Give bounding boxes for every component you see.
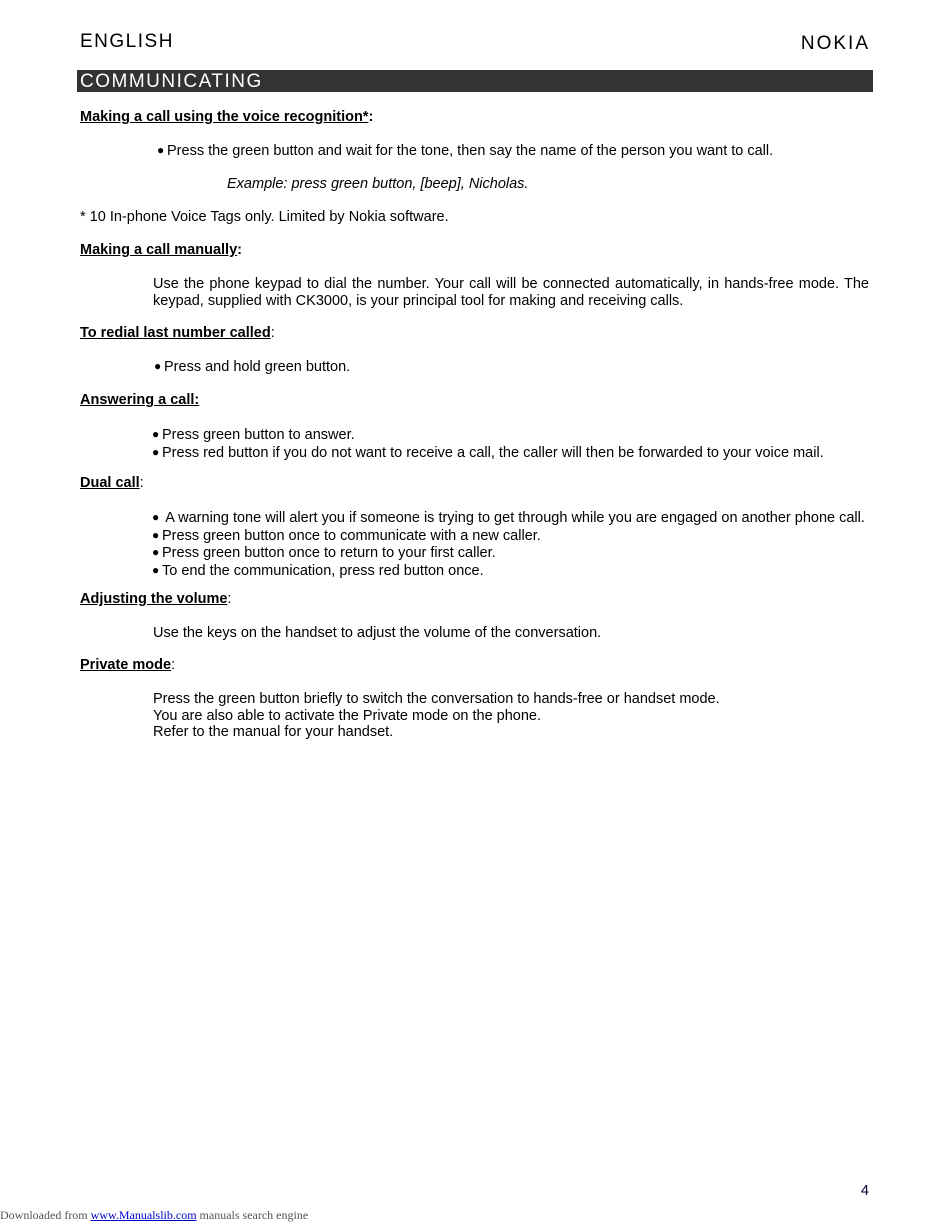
bullet-icon: ● [157, 143, 165, 157]
list-item: ● Press green button to answer. ● Press red button if you do not want to receive a call, the caller will then be forwarded to your voice mail. [152, 427, 824, 461]
bullet-icon: ● [152, 545, 160, 559]
list-item: ● Press and hold green button. [154, 359, 351, 375]
heading-volume: Adjusting the volume: [80, 591, 232, 607]
heading-answering: Answering a call: [80, 392, 200, 408]
heading-voice-recognition: Making a call using the voice recognition*: [80, 109, 374, 125]
heading-manual-call: Making a call manually: [80, 242, 242, 258]
manual-call-text: Use the phone keypad to dial the number. Your call will be connected automatically, in hands-free mode. The keypad, supplied with CK3000, is your principal tool for making and receiving calls. [153, 276, 869, 309]
bullet-icon: ● [152, 562, 160, 577]
private-mode-text: Press the green button briefly to switch the conversation to hands-free or handset mode. You are also able to activate the Private mode on the phone. Refer to the manual for your handset. [153, 691, 720, 740]
header-brand: NOKIA [800, 33, 870, 54]
list-item: ● Press the green button and wait for the tone, then say the name of the person you want to call. [157, 143, 774, 159]
list-item: ● A warning tone will alert you if someone is trying to get through while you are engaged on another phone call. ● Press green button once to communicate with a new caller. ● Press green button once to return to your first caller. ● To end the communication, press red button once. [152, 510, 865, 579]
example-text: Example: press green button, [beep], Nicholas. [227, 176, 529, 192]
bullet-icon: ● [152, 444, 160, 459]
section-banner: COMMUNICATING [77, 70, 873, 92]
volume-text: Use the keys on the handset to adjust the volume of the conversation. [153, 625, 602, 641]
bullet-icon: ● [152, 427, 160, 441]
heading-private-mode: Private mode: [80, 657, 176, 673]
bullet-icon: ● [152, 527, 160, 542]
header-language: ENGLISH [80, 31, 174, 52]
download-footer: Downloaded from www.Manualslib.com manuals search engine [0, 1208, 309, 1222]
bullet-icon: ● [154, 359, 162, 373]
manualslib-link[interactable]: www.Manualslib.com [90, 1208, 197, 1222]
page-number: 4 [860, 1183, 869, 1199]
heading-redial: To redial last number called: [80, 325, 275, 341]
footnote: * 10 In-phone Voice Tags only. Limited by Nokia software. [80, 209, 449, 225]
bullet-icon: ● [152, 510, 160, 524]
heading-dual-call: Dual call: [80, 475, 144, 491]
